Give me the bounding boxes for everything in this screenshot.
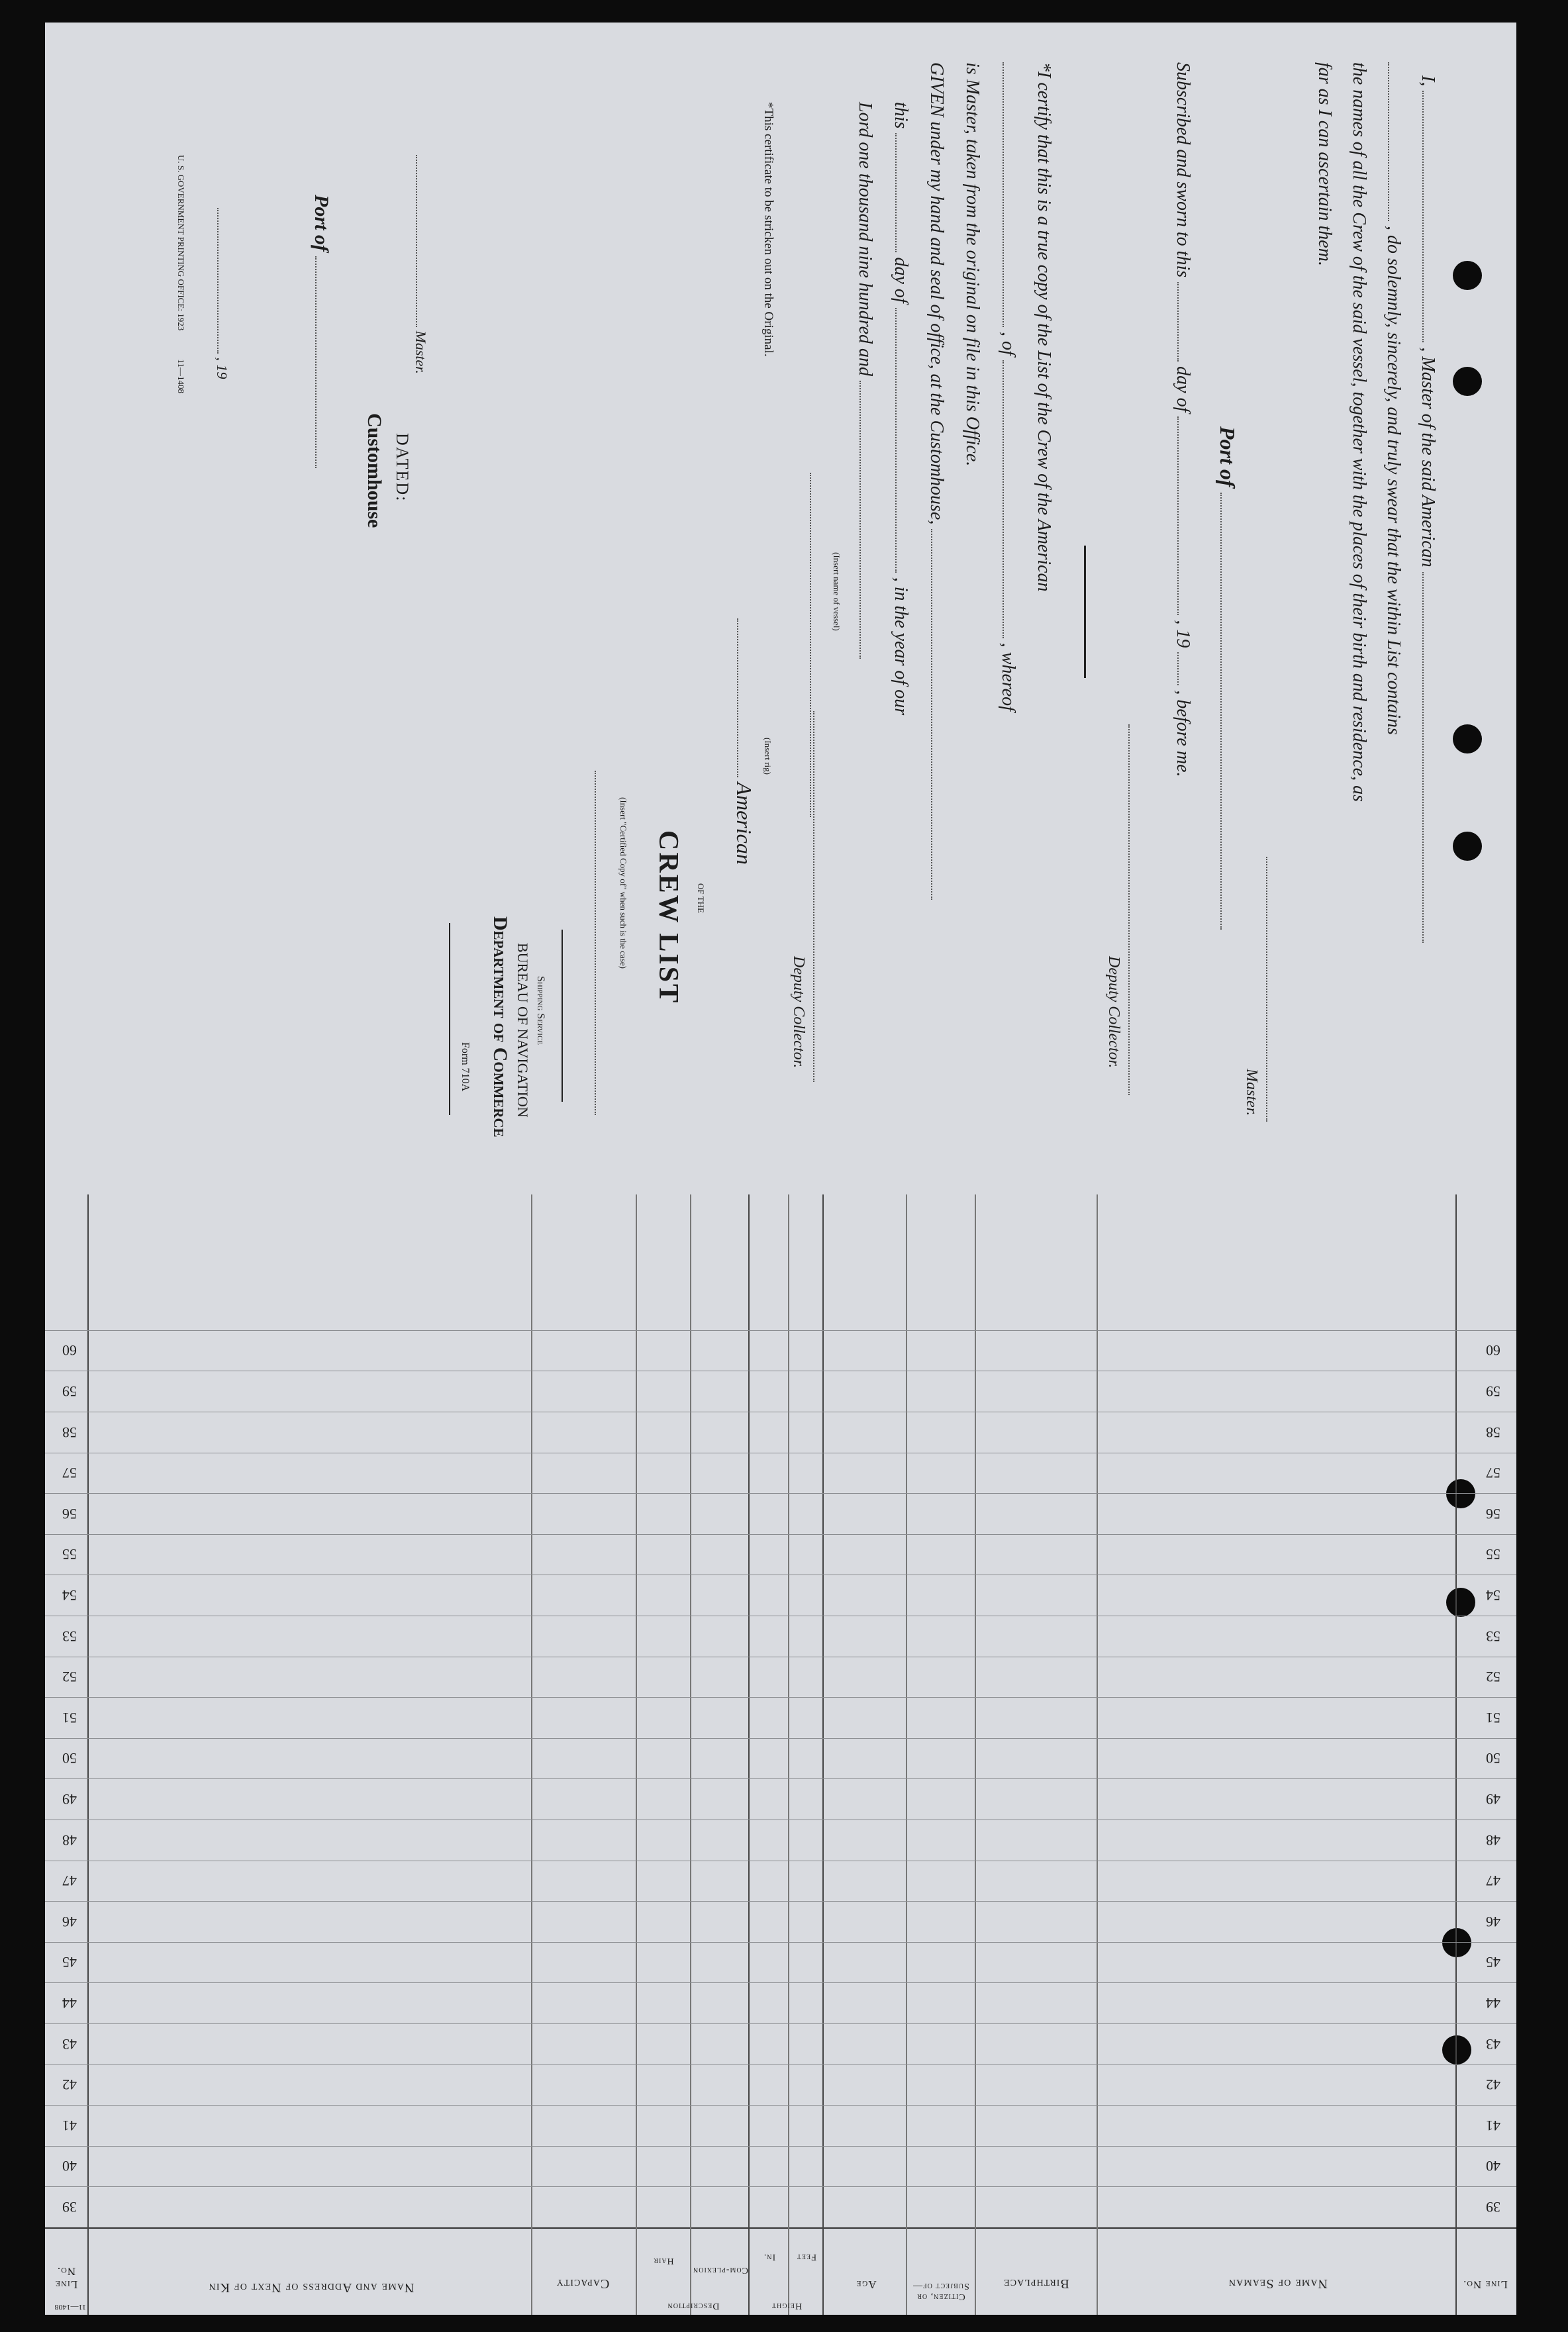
table-row[interactable] [45,1657,1516,1698]
certificate-line4: GIVEN under my hand and seal of office, at the Customhouse, [926,62,947,525]
american-rig-field[interactable] [737,618,752,777]
oath-line4: far as I can ascertain them. [1314,62,1335,266]
table-row[interactable] [45,2146,1516,2187]
oath-line1-suffix: , Master of the said American [1418,347,1438,567]
cover-port-field[interactable] [315,256,330,468]
table-row[interactable] [45,1534,1516,1575]
printer-note: U. S. GOVERNMENT PRINTING OFFICE: 1923 [176,155,186,331]
line-number-left: 57 [1486,1465,1500,1482]
before-me: , before me. [1173,690,1193,777]
table-row[interactable] [45,1697,1516,1738]
cert-port-field[interactable] [1003,360,1017,638]
line-number-left: 52 [1486,1669,1500,1686]
header-inches: In. [763,2252,776,2262]
table-row[interactable] [45,1778,1516,1820]
line-number-left: 59 [1486,1383,1500,1400]
header-height: Height [771,2301,803,2311]
header-hair: Hair [653,2256,674,2266]
line-number-right: 49 [62,1791,77,1808]
table-row[interactable] [45,1412,1516,1453]
crew-list-document [45,23,1516,2315]
port-of-field[interactable] [1220,493,1235,930]
table-row[interactable] [45,1330,1516,1371]
line-number-right: 45 [62,1954,77,1971]
table-row[interactable] [45,1575,1516,1616]
header-capacity: Capacity [556,2276,610,2291]
certificate-line3: is Master, taken from the original on file in this Office. [962,62,983,467]
line-number-left: 50 [1486,1750,1500,1767]
cert-vessel-field[interactable] [1003,62,1017,327]
line-number-right: 56 [62,1505,77,1522]
crew-list-title: CREW LIST [653,830,683,1005]
table-row[interactable] [45,2105,1516,2146]
service-title: Shipping Service [535,976,546,1045]
table-footer-code: 11—1408 [54,2303,86,2312]
subscribed-day-of: day of [1173,366,1193,413]
header-age: Age [856,2278,877,2291]
cover-rule-2 [562,930,563,1102]
line-number-left: 39 [1486,2199,1500,2215]
cover-code: 11—1408 [176,359,186,393]
line-number-right: 50 [62,1750,77,1767]
table-row[interactable] [45,1820,1516,1861]
line-number-left: 53 [1486,1628,1500,1645]
cert-year-field[interactable] [859,381,874,659]
cert-lord: Lord one thousand nine hundred and [855,102,875,377]
crew-table [45,1194,1516,2315]
certified-note: (Insert "Certified Copy of" when such is the case) [618,797,628,969]
line-number-left: 48 [1486,1831,1500,1849]
cover-rule-top [449,923,450,1115]
line-number-left: 60 [1486,1342,1500,1359]
line-number-right: 43 [62,2035,77,2053]
cover-port-of: Port of [311,195,332,252]
department-title: Department of Commerce [489,916,511,1138]
bureau-title: BUREAU OF NAVIGATION [514,943,531,1118]
line-number-left: 55 [1486,1546,1500,1563]
line-number-right: 46 [62,1913,77,1930]
line-number-right: 48 [62,1831,77,1849]
line-number-left: 43 [1486,2035,1500,2053]
american-label: American [732,782,756,865]
subscribed-year: , 19 [1173,620,1193,648]
line-number-right: 39 [62,2199,77,2215]
line-number-right: 54 [62,1587,77,1604]
oath-line3: the names of all the Crew of the said vessel, together with the places of their birth and residence, as [1349,62,1369,802]
line-number-right: 41 [62,2117,77,2134]
insert-name: (Insert name of vessel) [832,552,842,631]
rotated-text-area [45,23,1516,1194]
cert-in-the-year: , in the year of our [891,577,911,716]
form-number: Form 710A [460,1042,471,1092]
line-number-left: 41 [1486,2117,1500,2134]
punch-hole [1453,367,1482,396]
header-line-no: Line No. [1463,2278,1508,2291]
of-the: OF THE [696,883,706,913]
line-number-left: 46 [1486,1913,1500,1930]
table-row[interactable] [45,2023,1516,2065]
cert-customhouse-field[interactable] [931,529,946,900]
oath-i: I, [1418,75,1438,91]
punch-hole [1453,724,1482,753]
line-number-right: 52 [62,1669,77,1686]
header-citizen: Citizen, or Subject of— [912,2280,969,2302]
line-number-left: 51 [1486,1709,1500,1726]
certificate-footnote: *This certificate to be stricken out on the Original. [761,102,775,357]
line-number-left: 45 [1486,1954,1500,1971]
cert-day-field[interactable] [895,133,910,252]
vessel-rig-field[interactable] [1388,62,1402,221]
table-row[interactable] [45,1371,1516,1412]
oath-line2: , do solemnly, sincerely, and truly swear that the within List contains [1383,226,1404,735]
line-number-right: 53 [62,1628,77,1645]
vessel-name-cover-field[interactable] [810,473,824,817]
header-name: Name of Seaman [1228,2276,1328,2291]
deputy-collector-2: Deputy Collector. [790,956,807,1069]
table-row[interactable] [45,1453,1516,1494]
cert-whereof: , whereof [998,642,1018,711]
port-of-label: Port of [1216,426,1240,487]
insert-rig: (Insert rig) [763,738,773,775]
certificate-line1: *I certify that this is a true copy of the List of the Crew of the American [1034,62,1054,592]
line-number-right: 58 [62,1424,77,1441]
table-row[interactable] [45,1493,1516,1534]
punch-hole [1453,261,1482,290]
line-number-left: 56 [1486,1505,1500,1522]
section-divider [1084,546,1086,678]
header-birthplace: Birthplace [1003,2276,1069,2291]
cert-this: this [891,102,911,129]
header-line-no-right: Line No. [54,2265,78,2291]
line-number-right: 42 [62,2076,77,2094]
header-next-of-kin: Name and Address of Next of Kin [208,2280,415,2295]
master-signature-field[interactable] [1266,857,1283,1122]
table-row[interactable] [45,1901,1516,1942]
line-number-left: 44 [1486,1995,1500,2012]
customhouse-label: Customhouse [364,413,385,528]
header-feet: Feet [796,2252,817,2262]
header-complexion: Com-plexion [693,2265,748,2275]
subscribed-year-field[interactable] [1177,652,1192,685]
cover-master-field[interactable] [416,155,430,327]
punch-hole [1453,832,1482,861]
subscribed-day-field[interactable] [1177,282,1192,362]
cert-month-field[interactable] [895,308,910,573]
line-number-left: 54 [1486,1587,1500,1604]
line-number-left: 40 [1486,2158,1500,2175]
table-row[interactable] [45,1738,1516,1779]
master-name-field[interactable] [1422,91,1437,342]
deputy-collector-1: Deputy Collector. [1105,956,1122,1069]
line-number-left: 58 [1486,1424,1500,1441]
line-number-right: 59 [62,1383,77,1400]
vessel-name-field[interactable] [1422,572,1437,943]
cover-year-field[interactable] [217,208,232,354]
subscribed-label: Subscribed and sworn to this [1173,62,1193,278]
subscribed-month-field[interactable] [1177,416,1192,615]
table-row[interactable] [45,1861,1516,1902]
line-number-right: 60 [62,1342,77,1359]
cert-day-of: day of [891,257,911,303]
line-number-left: 47 [1486,1872,1500,1890]
table-row[interactable] [45,2065,1516,2106]
crew-table-section [45,1194,1516,2315]
cert-of: , of [998,332,1018,356]
dated-label: DATED: [393,433,412,503]
deputy-signature-field-1[interactable] [1128,724,1143,1095]
line-number-right: 40 [62,2158,77,2175]
table-row[interactable] [45,1942,1516,1983]
master-label: Master. [1243,1069,1260,1116]
line-number-right: 44 [62,1995,77,2012]
cover-year: , 19 [214,357,230,379]
line-number-right: 51 [62,1709,77,1726]
header-description: Description [667,2301,720,2311]
table-row[interactable] [45,2186,1516,2227]
line-number-right: 57 [62,1465,77,1482]
line-number-left: 42 [1486,2076,1500,2094]
line-number-right: 55 [62,1546,77,1563]
upper-half-oath-and-cover [45,23,1516,1194]
certified-copy-field[interactable] [595,771,609,1115]
line-number-left: 49 [1486,1791,1500,1808]
table-row[interactable] [45,1616,1516,1657]
line-number-right: 47 [62,1872,77,1890]
table-row[interactable] [45,1982,1516,2023]
cover-master: Master. [413,330,429,374]
